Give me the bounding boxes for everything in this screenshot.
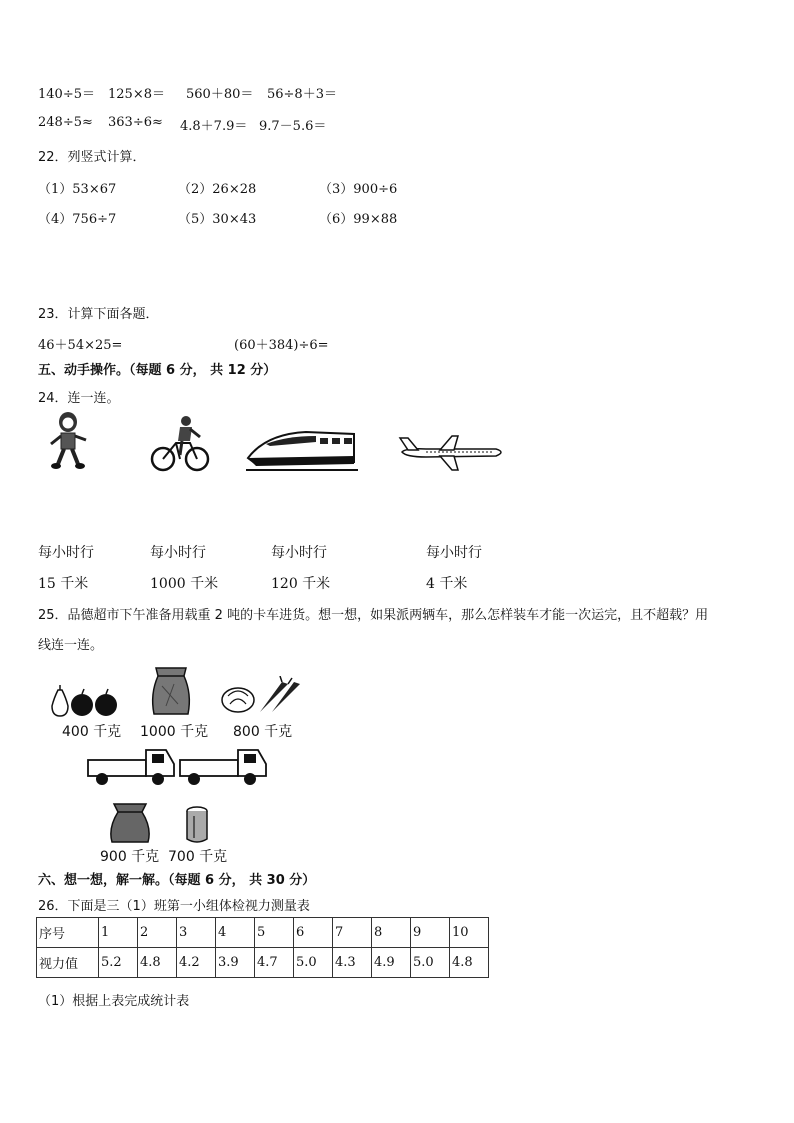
q23-title: 23．计算下面各题． [38,307,159,322]
truck-picture-1 [86,746,176,788]
cyclist-picture [150,413,210,473]
oral-calc-8: 9.7－5.6＝ [259,119,327,134]
table-cell: 5.0 [294,948,333,978]
table-cell: 2 [138,918,177,948]
q26-title: 26．下面是三（1）班第一小组体检视力测量表 [38,899,310,914]
table-cell: 4.2 [177,948,216,978]
q24-title: 24．连一连。 [38,391,120,406]
table-cell: 5 [255,918,294,948]
table-cell: 5.2 [99,948,138,978]
q24-speed-4: 4 千米 [426,576,468,592]
q26-sub-1: （1）根据上表完成统计表 [38,994,190,1009]
oral-calc-7: 4.8＋7.9＝ [180,119,248,134]
goods-weight-3: 800 千克 [233,724,293,740]
q22-title: 22．列竖式计算． [38,150,146,165]
q24-speed-label-2: 每小时行 [150,545,206,561]
q22-item-2: （2）26×28 [178,182,257,197]
goods-weight-1: 400 千克 [62,724,122,740]
q24-speed-3: 120 千米 [271,576,331,592]
table-cell: 3 [177,918,216,948]
q25-text-line-2: 线连一连。 [38,638,104,653]
table-cell: 视力值 [37,948,99,978]
oral-calc-1: 140÷5＝ [38,87,95,102]
table-cell: 4.8 [450,948,489,978]
q22-item-5: （5）30×43 [178,212,257,227]
table-cell: 7 [333,918,372,948]
table-cell: 6 [294,918,333,948]
table-cell: 8 [372,918,411,948]
table-row [37,948,489,978]
high-speed-train-picture [246,428,358,472]
table-cell: 序号 [37,918,99,948]
oral-calc-5: 248÷5≈ [38,115,93,130]
table-cell: 3.9 [216,948,255,978]
vision-table [36,917,489,978]
q24-speed-2: 1000 千米 [150,576,219,592]
q22-item-1: （1）53×67 [38,182,117,197]
goods-weight-5: 700 千克 [168,849,228,865]
table-row [37,918,489,948]
oral-calc-6: 363÷6≈ [108,115,163,130]
q22-item-6: （6）99×88 [319,212,398,227]
sack-picture [148,664,194,716]
goods-weight-2: 1000 千克 [140,724,209,740]
section-6-title: 六、想一想，解一解。（每题 6 分， 共 30 分） [38,873,316,888]
table-cell: 10 [450,918,489,948]
airplane-picture [396,432,508,472]
table-cell: 4.8 [138,948,177,978]
table-cell: 4.3 [333,948,372,978]
table-cell: 4.9 [372,948,411,978]
table-cell: 4.7 [255,948,294,978]
q22-item-4: （4）756÷7 [38,212,117,227]
bag-picture [106,800,154,844]
fruit-picture [48,684,120,718]
oral-calc-3: 560＋80＝ [186,87,254,102]
table-cell: 5.0 [411,948,450,978]
oral-calc-2: 125×8＝ [108,87,165,102]
q24-speed-1: 15 千米 [38,576,89,592]
walking-child-picture [46,410,90,470]
q24-speed-label-1: 每小时行 [38,545,94,561]
table-cell: 9 [411,918,450,948]
q23-item-2: (60＋384)÷6= [234,338,329,353]
vegetables-picture [220,676,302,716]
section-5-title: 五、动手操作。（每题 6 分， 共 12 分） [38,363,277,378]
canister-picture [184,806,210,844]
q25-text-line-1: 25．品德超市下午准备用载重 2 吨的卡车进货。想一想，如果派两辆车，那么怎样装车才能一次运完，且不超载？用 [38,608,709,623]
truck-picture-2 [178,746,268,788]
table-cell: 4 [216,918,255,948]
q24-speed-label-4: 每小时行 [426,545,482,561]
q23-item-1: 46＋54×25= [38,338,123,353]
q22-item-3: （3）900÷6 [319,182,398,197]
oral-calc-4: 56÷8＋3＝ [267,87,337,102]
q24-speed-label-3: 每小时行 [271,545,327,561]
table-cell: 1 [99,918,138,948]
goods-weight-4: 900 千克 [100,849,160,865]
